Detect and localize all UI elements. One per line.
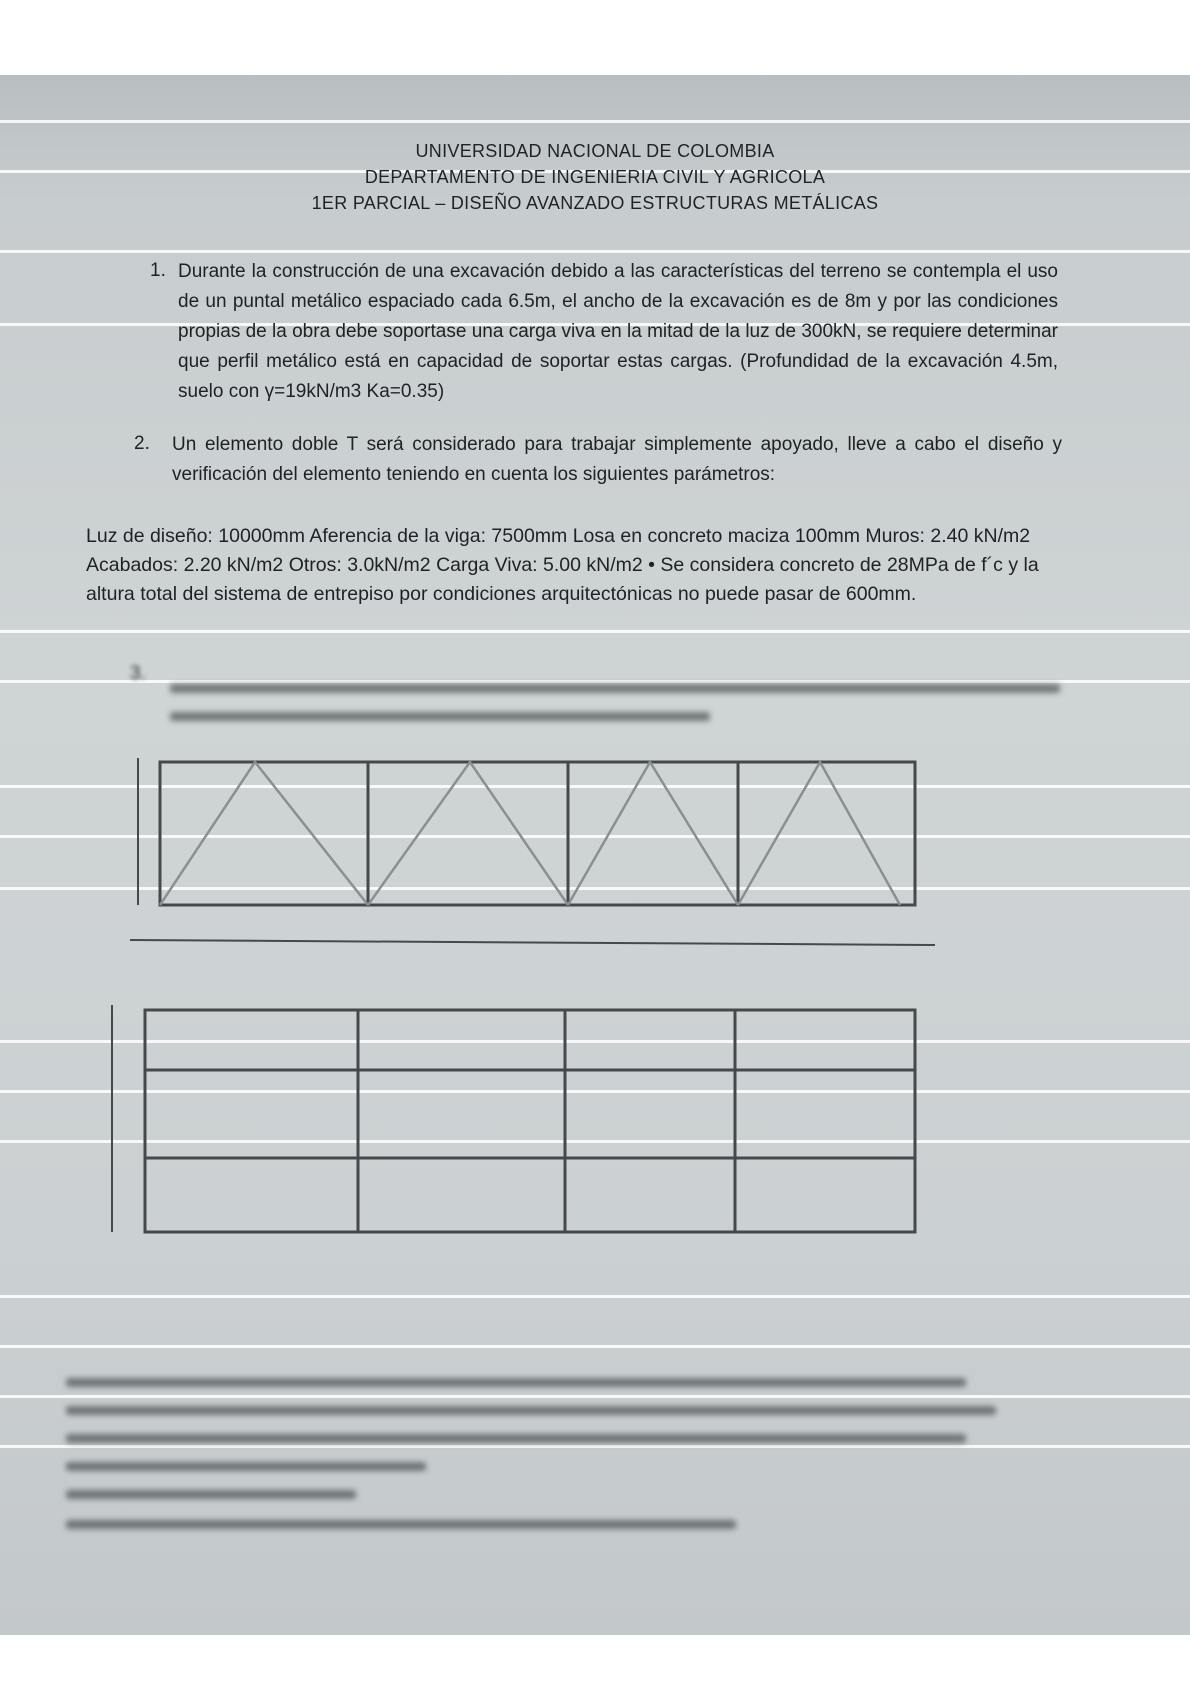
- blurred-text-line: [66, 1434, 966, 1443]
- design-parameters: Luz de diseño: 10000mm Aferencia de la viga: 7500mm Losa en concreto maciza 100mm Muros: 2.40 kN/m2 Acabados: 2.20 kN/m2 Otros: 3.0kN/m2 Carga Viva: 5.00 kN/m2 • Se considera concreto de 28MPa de f´c y la altura total del sistema de entrepiso por condiciones arquitectónicas no puede pasar de 600mm.: [86, 525, 1039, 605]
- truss-diagonal: [568, 762, 738, 905]
- span-dimension-line: [130, 940, 935, 945]
- question-2-number: 2.: [134, 433, 150, 454]
- blurred-text-line: [66, 1490, 356, 1499]
- question-3-number: 3.: [130, 663, 146, 684]
- truss-diagonal: [160, 762, 368, 905]
- truss-diagonal: [368, 762, 568, 905]
- blurred-text-line: [66, 1378, 966, 1387]
- header-university: UNIVERSIDAD NACIONAL DE COLOMBIA: [415, 141, 775, 161]
- grid-outline: [145, 1010, 915, 1232]
- blurred-text-line: [66, 1462, 426, 1471]
- question-2-text: Un elemento doble T será considerado para trabajar simplemente apoyado, lleve a cabo el diseño y verificación del elemento teniendo en cuenta los siguientes parámetros:: [172, 434, 1062, 485]
- header-department: DEPARTAMENTO DE INGENIERIA CIVIL Y AGRICOLA: [364, 167, 826, 187]
- blurred-text-line: [66, 1520, 736, 1529]
- blurred-text-line: [66, 1406, 996, 1415]
- truss-elevation-figure: [130, 758, 935, 945]
- header-exam-title: 1ER PARCIAL – DISEÑO AVANZADO ESTRUCTURAS METÁLICAS: [311, 193, 879, 213]
- plan-grid-figure: [112, 1005, 915, 1232]
- truss-diagonal: [738, 762, 900, 905]
- question-1-number: 1.: [150, 260, 166, 281]
- question-1-text: Durante la construcción de una excavación debido a las características del terreno se contempla el uso de un puntal metálico espaciado cada 6.5m, el ancho de la excavación es de 8m y por las condiciones propias de la obra debe soportase una carga viva en la mitad de la luz de 300kN, se requiere determinar que perfil metálico está en capacidad de soportar estas cargas. (Profundidad de la excavación 4.5m, suelo con γ=19kN/m3 Ka=0.35): [178, 261, 1058, 402]
